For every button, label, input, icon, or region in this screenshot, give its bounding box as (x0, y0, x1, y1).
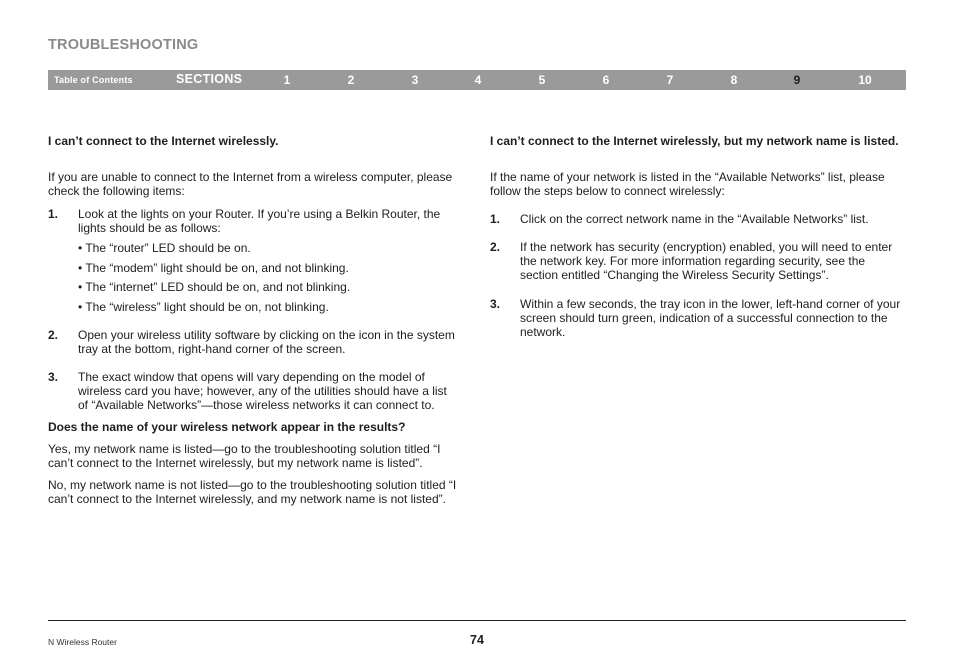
step-number: 3. (490, 297, 501, 311)
step-text: If the network has security (encryption) enabled, you will need to enter the network key. For more information regarding security, see the section entitled “Changing the Wireless Security Settings”. (520, 240, 893, 282)
list-item (490, 212, 905, 226)
section-link-7[interactable]: 7 (666, 73, 674, 87)
section-link-5[interactable]: 5 (538, 73, 546, 87)
left-intro: If you are unable to connect to the Internet from a wireless computer, please check the following items: (48, 170, 453, 198)
right-steps-list (490, 212, 905, 339)
right-heading: I can’t connect to the Internet wirelessly, but my network name is listed. (490, 134, 899, 148)
section-nav-bar (48, 70, 906, 90)
step-number: 1. (490, 212, 501, 226)
answer-yes: Yes, my network name is listed—go to the troubleshooting solution titled “I can’t connect to the Internet wirelessly, but my network name is listed”. (48, 441, 441, 470)
step-number: 2. (48, 327, 59, 342)
left-column (48, 134, 458, 506)
table-of-contents-link[interactable]: Table of Contents (54, 75, 133, 85)
list-item: • The “modem” light should be on, and not blinking. (78, 260, 349, 275)
footer-divider (48, 620, 906, 621)
section-link-4[interactable]: 4 (474, 73, 482, 87)
step-number: 1. (48, 207, 59, 221)
step-number: 2. (490, 240, 501, 254)
footer-product-name: N Wireless Router (48, 637, 117, 647)
section-link-3[interactable]: 3 (411, 73, 419, 87)
section-link-9-current[interactable]: 9 (793, 73, 801, 87)
right-column (490, 134, 905, 339)
section-title: TROUBLESHOOTING (48, 37, 199, 53)
step-text: Within a few seconds, the tray icon in the lower, left-hand corner of your screen should turn green, indication of a successful connection to the network. (520, 297, 901, 339)
section-link-2[interactable]: 2 (347, 73, 355, 87)
step-text: The exact window that opens will vary depending on the model of wireless card you have; however, any of the utilities should have a list of “Available Networks”—those wireless networks it can connect to. (78, 369, 447, 412)
step-text: Look at the lights on your Router. If you’re using a Belkin Router, the lights should be as follows: (78, 207, 441, 235)
step-text: Open your wireless utility software by clicking on the icon in the system tray at the bottom, right-hand corner of the screen. (78, 327, 455, 356)
answer-no: No, my network name is not listed—go to the troubleshooting solution titled “I can’t connect to the Internet wirelessly, and my network name is not listed”. (48, 477, 457, 506)
section-link-6[interactable]: 6 (602, 73, 610, 87)
section-link-8[interactable]: 8 (730, 73, 738, 87)
list-item: • The “internet” LED should be on, and not blinking. (78, 280, 351, 294)
step-number: 3. (48, 369, 59, 384)
sections-label: SECTIONS (176, 72, 243, 86)
page-number: 74 (470, 633, 484, 647)
list-item (48, 328, 458, 356)
left-steps-list (48, 207, 458, 412)
list-item: • The “router” LED should be on. (78, 241, 251, 255)
section-link-10[interactable]: 10 (858, 73, 872, 87)
section-link-1[interactable]: 1 (283, 73, 291, 87)
list-item: • The “wireless” light should be on, not blinking. (78, 299, 329, 314)
step-text: Click on the correct network name in the “Available Networks” list. (520, 212, 869, 226)
right-intro: If the name of your network is listed in the “Available Networks” list, please follow the steps below to connect wirelessly: (490, 170, 885, 198)
list-item (490, 297, 905, 339)
led-checklist (78, 241, 458, 314)
list-item (48, 370, 458, 412)
list-item (490, 240, 905, 282)
left-heading: I can’t connect to the Internet wirelessly. (48, 134, 279, 148)
list-item (48, 207, 458, 314)
network-question: Does the name of your wireless network appear in the results? (48, 419, 406, 434)
